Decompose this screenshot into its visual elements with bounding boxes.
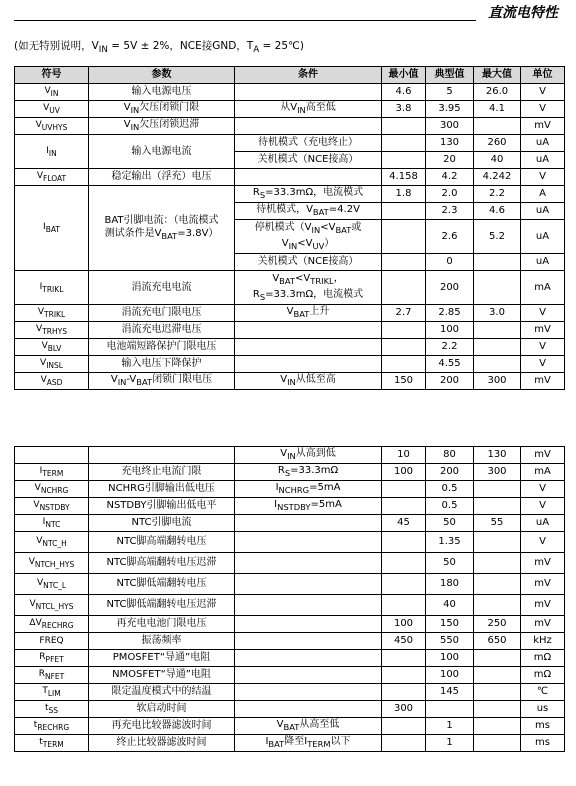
table-cell: kHz (521, 633, 565, 650)
table-cell (235, 356, 382, 373)
table-cell: 振荡频率 (89, 633, 235, 650)
table-cell: 100 (382, 616, 426, 633)
table-cell (15, 447, 89, 464)
table-cell: $t_{TERM}$ (15, 735, 89, 752)
table-row (15, 118, 565, 135)
table-cell (382, 735, 426, 752)
table-cell: $V_{IN}$从高到低 (235, 447, 382, 464)
table-cell: $V_{NTC\_L}$ (15, 574, 89, 595)
table-cell: V (521, 339, 565, 356)
table-cell: 450 (382, 633, 426, 650)
table-cell: mV (521, 574, 565, 595)
table-row (15, 595, 565, 616)
table-cell: V (521, 498, 565, 515)
table-cell: mV (521, 118, 565, 135)
table-cell: 0 (426, 254, 474, 271)
table-cell: 50 (426, 515, 474, 532)
table-cell: 550 (426, 633, 474, 650)
table-row (15, 169, 565, 186)
table-cell: 4.1 (474, 101, 521, 118)
table-cell: 130 (474, 447, 521, 464)
table-cell: $V_{NSTDBY}$ (15, 498, 89, 515)
table-row (15, 339, 565, 356)
table-cell: $\Delta V_{RECHRG}$ (15, 616, 89, 633)
table-row (15, 356, 565, 373)
table-cell: 4.55 (426, 356, 474, 373)
table-cell (235, 633, 382, 650)
table-cell: 从$V_{IN}$高至低 (235, 101, 382, 118)
table-cell (235, 650, 382, 667)
header-typ: 典型值 (426, 67, 474, 84)
table-cell: 涓流充电迟滞电压 (89, 322, 235, 339)
table-cell: 2.2 (426, 339, 474, 356)
table-cell: 输入电源电压 (89, 84, 235, 101)
table-cell: PMOSFET“导通”电阻 (89, 650, 235, 667)
table-cell (382, 254, 426, 271)
table-cell: 2.3 (426, 203, 474, 220)
table-cell: uA (521, 220, 565, 254)
table-cell (235, 701, 382, 718)
table-cell: $V_{TRHYS}$ (15, 322, 89, 339)
table-cell: $V_{BAT}$从高至低 (235, 718, 382, 735)
table-cell (474, 322, 521, 339)
table-cell: 限定温度模式中的结温 (89, 684, 235, 701)
table-cell (474, 481, 521, 498)
table-cell: 2.85 (426, 305, 474, 322)
header-unit: 单位 (521, 67, 565, 84)
table-cell: 5.2 (474, 220, 521, 254)
table-cell: NTC引脚电流 (89, 515, 235, 532)
table-cell (382, 203, 426, 220)
table-cell: mA (521, 271, 565, 305)
table-cell: 10 (382, 447, 426, 464)
table-cell: $V_{UV}$ (15, 101, 89, 118)
table-cell: NMOSFET“导通”电阻 (89, 667, 235, 684)
table-cell (235, 339, 382, 356)
table-row (15, 135, 565, 152)
table-cell (235, 667, 382, 684)
table-row (15, 515, 565, 532)
table-cell: $V_{IN}-V_{BAT}$闭锁门限电压 (89, 373, 235, 390)
table-cell: 停机模式（$V_{IN}<V_{BAT}$或 $V_{IN}<V_{UV}$） (235, 220, 382, 254)
table-cell: 300 (474, 464, 521, 481)
table-cell: NCHRG引脚输出低电压 (89, 481, 235, 498)
table-cell: $I_{BAT}$降至$I_{TERM}$以下 (235, 735, 382, 752)
table-cell (89, 447, 235, 464)
table-cell: mΩ (521, 650, 565, 667)
table-cell: ms (521, 735, 565, 752)
table-cell: BAT引脚电流：（电流模式 测试条件是$V_{BAT}=3.8V$） (89, 186, 235, 271)
table-cell: 650 (474, 633, 521, 650)
table-cell (235, 322, 382, 339)
table-cell (382, 650, 426, 667)
header-max: 最大值 (474, 67, 521, 84)
table-cell: 200 (426, 271, 474, 305)
table-cell: mV (521, 447, 565, 464)
table-cell: V (521, 169, 565, 186)
table-cell: $V_{NTCH\_HYS}$ (15, 553, 89, 574)
table-cell: V (521, 532, 565, 553)
table-cell (382, 574, 426, 595)
table-cell (474, 574, 521, 595)
table-row (15, 684, 565, 701)
header-min: 最小值 (382, 67, 426, 84)
table-cell: FREQ (15, 633, 89, 650)
table-cell: 40 (474, 152, 521, 169)
table-cell (382, 271, 426, 305)
table-cell (474, 532, 521, 553)
table-cell: $V_{NCHRG}$ (15, 481, 89, 498)
table-cell: NSTDBY引脚输出低电平 (89, 498, 235, 515)
table-cell: 150 (426, 616, 474, 633)
table-cell: $V_{ASD}$ (15, 373, 89, 390)
table-cell: 26.0 (474, 84, 521, 101)
table-cell (235, 684, 382, 701)
table-cell: 200 (426, 373, 474, 390)
table-cell: NTC脚低端翻转电压迟滞 (89, 595, 235, 616)
table-cell (235, 84, 382, 101)
table-cell: mV (521, 553, 565, 574)
table-cell: NTC脚低端翻转电压 (89, 574, 235, 595)
table-row (15, 84, 565, 101)
table-cell: 输入电源电流 (89, 135, 235, 169)
table-cell: $R_S=33.3m\Omega$ (235, 464, 382, 481)
table-cell (426, 701, 474, 718)
table-cell: 0.5 (426, 498, 474, 515)
table-cell (474, 735, 521, 752)
table-row (15, 650, 565, 667)
dc-characteristics-table (14, 66, 565, 390)
table-header-row (15, 67, 565, 84)
table-cell: 150 (382, 373, 426, 390)
table-cell: $R_{NFET}$ (15, 667, 89, 684)
table-cell: 3.95 (426, 101, 474, 118)
table-cell: 1 (426, 718, 474, 735)
table-cell: NTC脚高端翻转电压迟滞 (89, 553, 235, 574)
table-cell: $I_{TERM}$ (15, 464, 89, 481)
table-cell: us (521, 701, 565, 718)
table-cell (474, 553, 521, 574)
table-cell (382, 718, 426, 735)
table-row (15, 464, 565, 481)
table-cell: 1.8 (382, 186, 426, 203)
table-cell: mV (521, 616, 565, 633)
table-cell: $R_S=33.3m\Omega$，电流模式 (235, 186, 382, 203)
table-cell (235, 553, 382, 574)
table-cell (382, 135, 426, 152)
table-cell: 再充电电池门限电压 (89, 616, 235, 633)
table-cell: 40 (426, 595, 474, 616)
table-cell: 充电终止电流门限 (89, 464, 235, 481)
table-cell: 4.6 (382, 84, 426, 101)
table-cell: $V_{BAT}<V_{TRIKL}$， $R_S=33.3m\Omega$，电流模式 (235, 271, 382, 305)
table-row (15, 616, 565, 633)
table1-body (15, 84, 565, 390)
table-cell: 0.5 (426, 481, 474, 498)
table-cell: V (521, 481, 565, 498)
table-cell: 100 (426, 322, 474, 339)
table-cell: 55 (474, 515, 521, 532)
table-cell (235, 169, 382, 186)
table-cell (382, 553, 426, 574)
table-cell: V (521, 101, 565, 118)
table-cell (474, 498, 521, 515)
table-cell: $V_{NTCL\_HYS}$ (15, 595, 89, 616)
table-cell: $V_{IN}$从低至高 (235, 373, 382, 390)
table-cell: $I_{IN}$ (15, 135, 89, 169)
table-cell (474, 356, 521, 373)
table-cell: $V_{IN}$欠压闭锁迟滞 (89, 118, 235, 135)
table-cell: 待机模式（充电终止） (235, 135, 382, 152)
table-cell (382, 356, 426, 373)
table-cell (382, 532, 426, 553)
table-cell: $I_{NSTDBY}=5mA$ (235, 498, 382, 515)
table-cell: 待机模式，$V_{BAT}=4.2V$ (235, 203, 382, 220)
table-row (15, 735, 565, 752)
table-cell (235, 118, 382, 135)
table2-body (15, 447, 565, 752)
table-row (15, 574, 565, 595)
table-cell (382, 339, 426, 356)
table-cell: 关机模式（NCE接高） (235, 254, 382, 271)
table-cell: 100 (426, 650, 474, 667)
table-cell (382, 322, 426, 339)
table-row (15, 373, 565, 390)
table-cell: $T_{LIM}$ (15, 684, 89, 701)
table-cell: uA (521, 203, 565, 220)
table-cell: 100 (382, 464, 426, 481)
table-cell: uA (521, 135, 565, 152)
table-cell (382, 118, 426, 135)
header-symbol: 符号 (15, 67, 89, 84)
table-cell: ℃ (521, 684, 565, 701)
table-cell: 5 (426, 84, 474, 101)
table-cell: mV (521, 373, 565, 390)
table-cell: 300 (426, 118, 474, 135)
table-row (15, 186, 565, 203)
table-cell (474, 650, 521, 667)
table-row (15, 498, 565, 515)
table-cell (382, 481, 426, 498)
table-row (15, 701, 565, 718)
table-cell: 1 (426, 735, 474, 752)
test-condition-note: (如无特别说明，$V_{IN} = 5V \pm 2\%$，NCE接GND，$T_A$ = 25℃) (14, 40, 304, 56)
table-row (15, 271, 565, 305)
table-cell: $V_{TRIKL}$ (15, 305, 89, 322)
table-cell: mA (521, 464, 565, 481)
table-row (15, 532, 565, 553)
table-row (15, 553, 565, 574)
table-cell: uA (521, 515, 565, 532)
table-cell: $V_{UVHYS}$ (15, 118, 89, 135)
table-cell: 软启动时间 (89, 701, 235, 718)
table-cell (474, 339, 521, 356)
table-cell: 电池端短路保护门限电压 (89, 339, 235, 356)
table-cell: $t_{RECHRG}$ (15, 718, 89, 735)
table-cell: 涓流充电电流 (89, 271, 235, 305)
table-cell (474, 684, 521, 701)
table-cell: 300 (382, 701, 426, 718)
table-cell: 再充电比较器滤波时间 (89, 718, 235, 735)
table-cell: 稳定输出（浮充）电压 (89, 169, 235, 186)
table-cell (235, 616, 382, 633)
table-cell (382, 595, 426, 616)
table-cell: 260 (474, 135, 521, 152)
table-cell: $V_{IN}$ (15, 84, 89, 101)
table-cell: 3.8 (382, 101, 426, 118)
table-cell: NTC脚高端翻转电压 (89, 532, 235, 553)
table-cell: 4.242 (474, 169, 521, 186)
table-cell: 2.7 (382, 305, 426, 322)
table-cell (474, 701, 521, 718)
table-cell (235, 595, 382, 616)
table-cell: $I_{NTC}$ (15, 515, 89, 532)
table-cell (382, 684, 426, 701)
table-cell: 3.0 (474, 305, 521, 322)
table-cell: 130 (426, 135, 474, 152)
table-cell: mV (521, 595, 565, 616)
table-cell: V (521, 84, 565, 101)
table-cell (474, 254, 521, 271)
table-cell: 2.6 (426, 220, 474, 254)
table-cell: 终止比较器滤波时间 (89, 735, 235, 752)
header-condition: 条件 (235, 67, 382, 84)
dc-characteristics-table-continued (14, 446, 565, 752)
table-cell: 50 (426, 553, 474, 574)
table-cell (474, 271, 521, 305)
table-cell: $t_{SS}$ (15, 701, 89, 718)
table-cell (382, 220, 426, 254)
table-cell: $V_{NTC\_H}$ (15, 532, 89, 553)
header-parameter: 参数 (89, 67, 235, 84)
table-cell: uA (521, 152, 565, 169)
table-cell: 180 (426, 574, 474, 595)
table-cell: $V_{FLOAT}$ (15, 169, 89, 186)
table-cell: 1.35 (426, 532, 474, 553)
table-row (15, 633, 565, 650)
table-cell: $V_{BAT}$上升 (235, 305, 382, 322)
table-row (15, 667, 565, 684)
table-row (15, 718, 565, 735)
table-cell: 4.2 (426, 169, 474, 186)
table-cell: $R_{PFET}$ (15, 650, 89, 667)
table-cell: mV (521, 322, 565, 339)
table-cell: V (521, 356, 565, 373)
table-cell: 300 (474, 373, 521, 390)
table-cell: $I_{BAT}$ (15, 186, 89, 271)
table-cell (382, 667, 426, 684)
table-cell: A (521, 186, 565, 203)
table-cell (474, 118, 521, 135)
table-cell: ms (521, 718, 565, 735)
table-cell (235, 574, 382, 595)
table-cell: $V_{IN}$欠压闭锁门限 (89, 101, 235, 118)
table-cell (235, 532, 382, 553)
header-rule (14, 20, 476, 21)
table-row (15, 447, 565, 464)
table-cell (474, 667, 521, 684)
table-cell: V (521, 305, 565, 322)
table-cell: mΩ (521, 667, 565, 684)
table-cell: $I_{TRIKL}$ (15, 271, 89, 305)
table-row (15, 101, 565, 118)
table-cell (474, 718, 521, 735)
table-cell: 145 (426, 684, 474, 701)
table-cell (382, 498, 426, 515)
table-cell: $V_{INSL}$ (15, 356, 89, 373)
table-cell: 45 (382, 515, 426, 532)
table-cell: 80 (426, 447, 474, 464)
table-cell: 100 (426, 667, 474, 684)
table-cell: uA (521, 254, 565, 271)
table-cell (382, 152, 426, 169)
table-cell (474, 595, 521, 616)
table-row (15, 305, 565, 322)
table-cell: 250 (474, 616, 521, 633)
table-cell: 4.6 (474, 203, 521, 220)
table-cell: 涓流充电门限电压 (89, 305, 235, 322)
table-cell: 200 (426, 464, 474, 481)
table-cell: 2.2 (474, 186, 521, 203)
table-row (15, 481, 565, 498)
table-row (15, 322, 565, 339)
section-title: 直流电特性 (488, 5, 558, 21)
table-cell: $V_{BLV}$ (15, 339, 89, 356)
table-cell: 输入电压下降保护 (89, 356, 235, 373)
table-cell (235, 515, 382, 532)
table-cell: 20 (426, 152, 474, 169)
table-cell: 2.0 (426, 186, 474, 203)
table-cell: $I_{NCHRG}=5mA$ (235, 481, 382, 498)
table-cell: 关机模式（NCE接高） (235, 152, 382, 169)
table-cell: 4.158 (382, 169, 426, 186)
